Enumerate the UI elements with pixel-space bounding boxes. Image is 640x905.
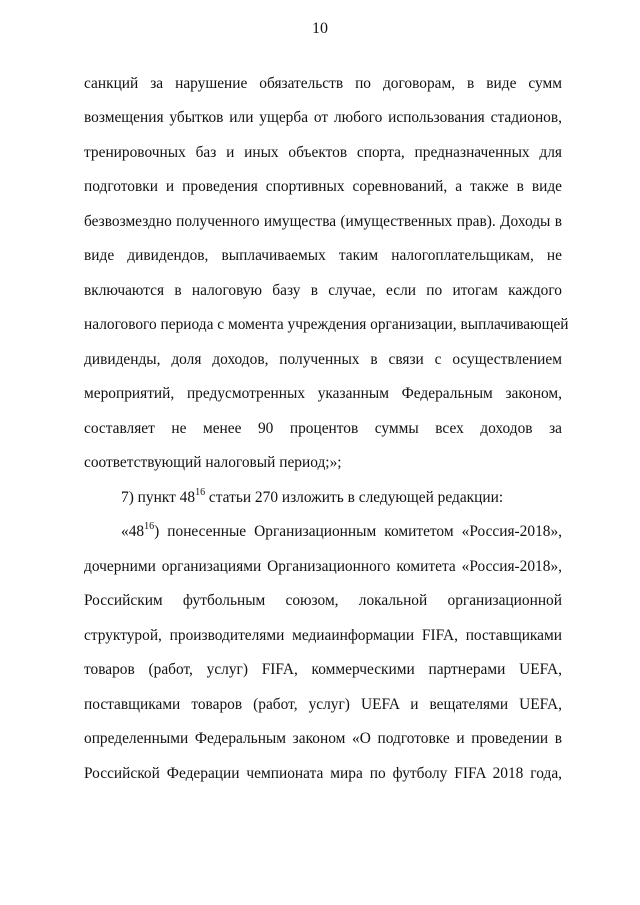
text-line: налогового периода с момента учреждения организации, выплачивающей: [84, 316, 569, 333]
text-line: тренировочных баз и иных объектов спорта, предназначенных для: [84, 144, 562, 161]
list-item-7-suffix: статьи 270 изложить в следующей редакции:: [205, 489, 504, 506]
clause-prefix: «48: [121, 523, 145, 540]
text-line: определенными Федеральным законом «О подготовке и проведении в: [84, 730, 562, 747]
clause-superscript: 16: [144, 520, 155, 532]
text-line: Российским футбольным союзом, локальной организационной: [84, 592, 562, 609]
text-line-last: соответствующий налоговый период;»;: [84, 454, 342, 471]
text-line: безвозмездно полученного имущества (имущественных прав). Доходы в: [84, 213, 562, 230]
list-item-7-prefix: 7) пункт 48: [121, 489, 196, 506]
clause-opening-line: [121, 522, 562, 542]
text-line: санкций за нарушение обязательств по договорам, в виде сумм: [84, 75, 562, 92]
text-line: мероприятий, предусмотренных указанным Федеральным законом,: [84, 385, 562, 402]
page-number: 10: [312, 20, 328, 37]
text-line: товаров (работ, услуг) FIFA, коммерческими партнерами UEFA,: [84, 661, 562, 678]
clause-suffix: ) понесенные Организационным комитетом «Россия-2018»,: [154, 523, 562, 540]
text-line: дочерними организациями Организационного комитета «Россия-2018»,: [84, 558, 562, 575]
text-line: составляет не менее 90 процентов суммы всех доходов за: [84, 420, 562, 437]
text-line: подготовки и проведения спортивных соревнований, а также в виде: [84, 178, 562, 195]
text-line: Российской Федерации чемпионата мира по футболу FIFA 2018 года,: [84, 765, 562, 782]
list-item-7: [121, 488, 562, 508]
text-line: возмещения убытков или ущерба от любого использования стадионов,: [84, 109, 562, 126]
text-line: структурой, производителями медиаинформации FIFA, поставщиками: [84, 627, 562, 644]
text-line: дивиденды, доля доходов, полученных в связи с осуществлением: [84, 351, 562, 368]
text-line: поставщиками товаров (работ, услуг) UEFA и вещателями UEFA,: [84, 696, 562, 713]
text-line: включаются в налоговую базу в случае, если по итогам каждого: [84, 282, 562, 299]
list-item-7-superscript: 16: [195, 486, 206, 498]
text-line: виде дивидендов, выплачиваемых таким налогоплательщикам, не: [84, 247, 562, 264]
